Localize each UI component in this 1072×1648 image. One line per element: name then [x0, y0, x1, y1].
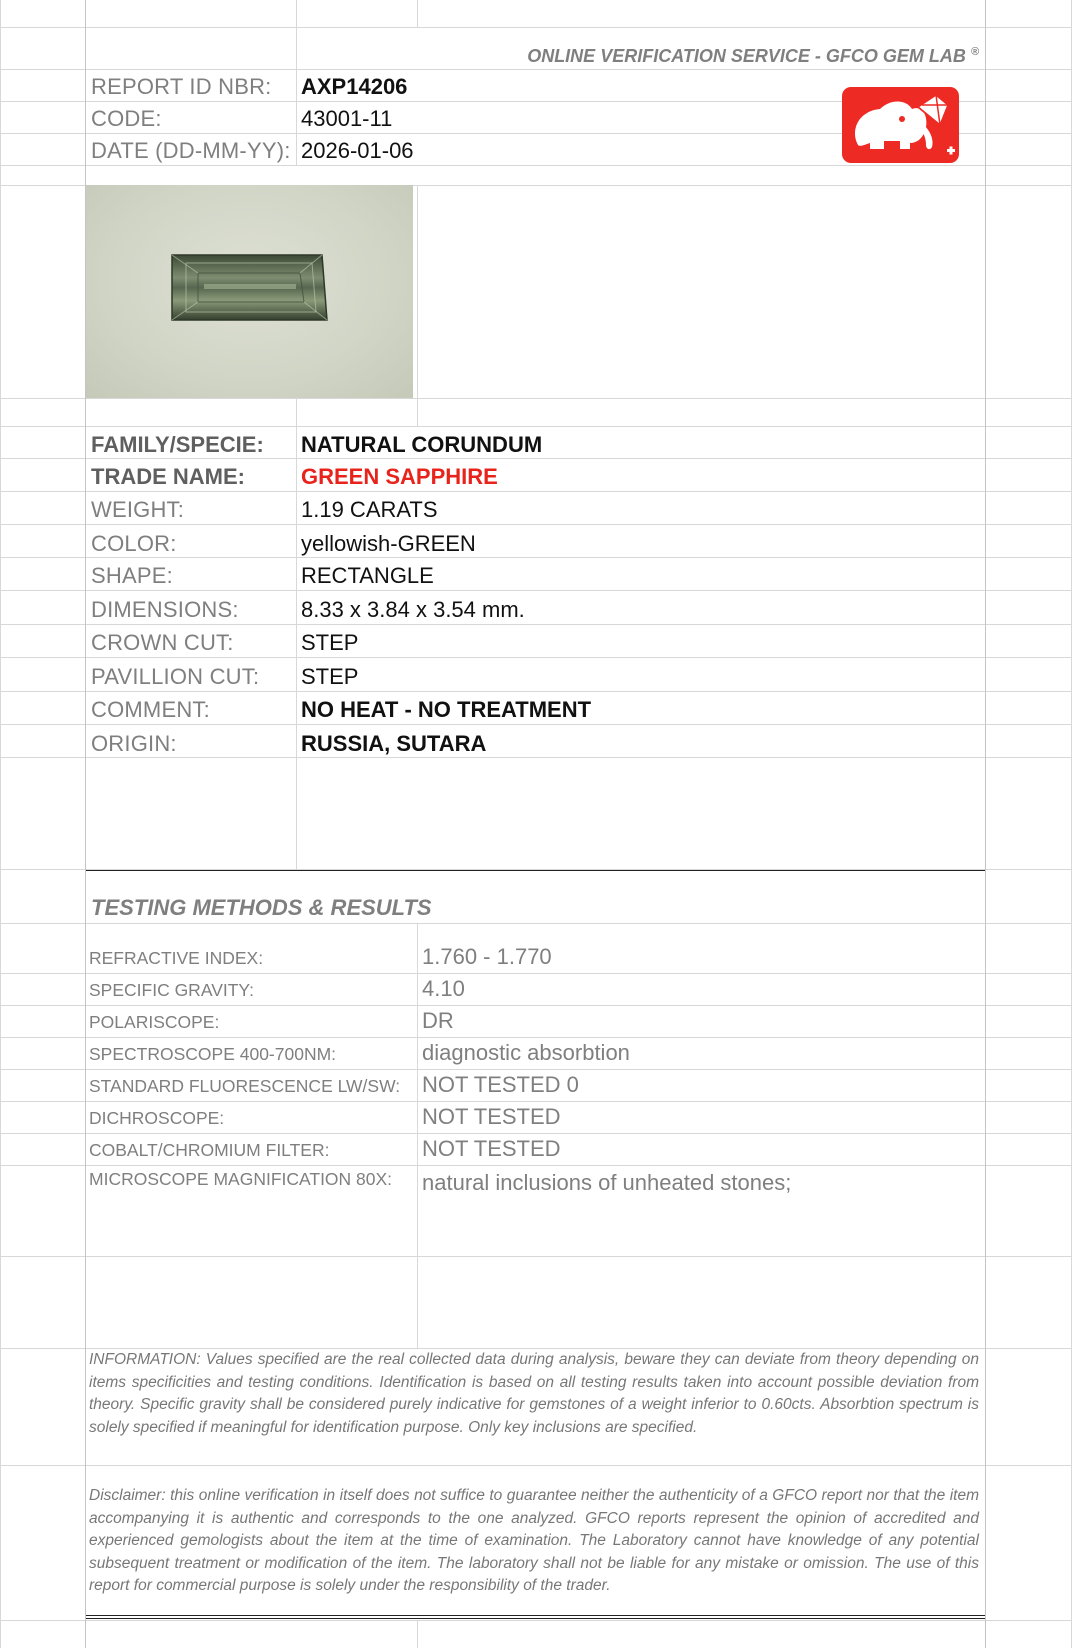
- detail-label-crown-cut: CROWN CUT:: [91, 630, 234, 655]
- grid-line: [417, 185, 418, 426]
- test-value-fluorescence: NOT TESTED 0: [422, 1072, 579, 1097]
- detail-value-shape: RECTANGLE: [301, 563, 434, 588]
- section-rule: [86, 870, 985, 871]
- code-label: CODE:: [91, 106, 162, 131]
- date-label: DATE (DD-MM-YY):: [91, 138, 291, 163]
- grid-line: [0, 491, 1072, 492]
- date-value: 2026-01-06: [301, 138, 414, 163]
- detail-value-trade-name: GREEN SAPPHIRE: [301, 464, 498, 489]
- test-label-cobalt-chromium-filter: COBALT/CHROMIUM FILTER:: [89, 1140, 330, 1160]
- detail-label-pavillion-cut: PAVILLION CUT:: [91, 664, 260, 689]
- grid-line: [296, 398, 297, 870]
- detail-label-trade-name: TRADE NAME:: [91, 464, 245, 489]
- grid-line: [0, 1037, 1072, 1038]
- grid-line: [985, 0, 986, 1648]
- section-rule: [86, 1618, 985, 1619]
- test-label-specific-gravity: SPECIFIC GRAVITY:: [89, 980, 254, 1000]
- grid-line: [0, 1005, 1072, 1006]
- detail-label-origin: ORIGIN:: [91, 731, 177, 756]
- detail-label-dimensions: DIMENSIONS:: [91, 597, 239, 622]
- gfco-elephant-logo-icon: [840, 85, 961, 165]
- grid-line: [0, 557, 1072, 558]
- service-title-text: ONLINE VERIFICATION SERVICE - GFCO GEM LAB: [527, 46, 966, 66]
- detail-label-color: COLOR:: [91, 531, 177, 556]
- registered-mark: ®: [970, 46, 979, 58]
- test-label-polariscope: POLARISCOPE:: [89, 1012, 220, 1032]
- grid-line: [0, 724, 1072, 725]
- test-label-dichroscope: DICHROSCOPE:: [89, 1108, 225, 1128]
- test-label-spectroscope: SPECTROSCOPE 400-700NM:: [89, 1044, 337, 1064]
- grid-line: [0, 757, 1072, 758]
- detail-label-shape: SHAPE:: [91, 563, 173, 588]
- testing-section-title: TESTING METHODS & RESULTS: [91, 895, 432, 920]
- information-paragraph: INFORMATION: Values specified are the real collected data during analysis, beware they can deviate from theory depending on items specificities and testing conditions. Identification is based on all testing results taken into account possible deviation from theory. Specific gravity shall be considered purely indicative for gemstones of a weight inferior to 0.60cts. Absorbtion spectrum is solely specified if meaningful for identification purpose. Only key inclusions are specified.: [89, 1351, 979, 1436]
- grid-line: [0, 691, 1072, 692]
- grid-line: [417, 923, 418, 1348]
- detail-value-comment: NO HEAT - NO TREATMENT: [301, 697, 592, 722]
- grid-line: [0, 1133, 1072, 1134]
- grid-line: [0, 1256, 1072, 1257]
- test-value-refractive-index: 1.760 - 1.770: [422, 944, 552, 969]
- disclaimer-paragraph: Disclaimer: this online verification in itself does not suffice to guarantee neither the authenticity of a GFCO report nor that the item accompanying it is authentic and corresponds to the one analyzed. GFCO reports represent the opinion of accredited and experienced gemologists about the item at the time of examination. The Laboratory cannot have knowledge of any potential subsequent treatment or modification of the item. The laboratory shall not be liable for any mistake or omission. The use of this report for commercial purpose is solely under the responsibility of the trader.: [89, 1487, 979, 1594]
- grid-line: [417, 0, 418, 27]
- grid-line: [0, 1620, 1072, 1621]
- test-value-microscope: natural inclusions of unheated stones;: [422, 1170, 792, 1195]
- detail-value-pavillion-cut: STEP: [301, 664, 359, 689]
- detail-value-weight: 1.19 CARATS: [301, 497, 438, 522]
- grid-line: [0, 165, 1072, 166]
- section-rule: [86, 1615, 985, 1616]
- detail-value-dimensions: 8.33 x 3.84 x 3.54 mm.: [301, 597, 525, 622]
- test-value-dichroscope: NOT TESTED: [422, 1104, 561, 1129]
- test-value-specific-gravity: 4.10: [422, 976, 465, 1001]
- test-value-cobalt-chromium-filter: NOT TESTED: [422, 1136, 561, 1161]
- detail-value-family: NATURAL CORUNDUM: [301, 432, 543, 457]
- grid-line: [0, 1165, 1072, 1166]
- grid-line: [0, 1069, 1072, 1070]
- test-label-fluorescence: STANDARD FLUORESCENCE LW/SW:: [89, 1076, 401, 1096]
- grid-line: [0, 1465, 1072, 1466]
- grid-line: [0, 0, 1, 1648]
- test-value-spectroscope: diagnostic absorbtion: [422, 1040, 630, 1065]
- grid-line: [0, 1101, 1072, 1102]
- detail-label-weight: WEIGHT:: [91, 497, 185, 522]
- grid-line: [0, 524, 1072, 525]
- grid-line: [0, 458, 1072, 459]
- report-id-value: AXP14206: [301, 74, 408, 99]
- grid-line: [0, 426, 1072, 427]
- test-label-refractive-index: REFRACTIVE INDEX:: [89, 948, 264, 968]
- grid-line: [0, 398, 1072, 399]
- grid-line: [0, 624, 1072, 625]
- detail-value-crown-cut: STEP: [301, 630, 359, 655]
- gemstone-photo: [86, 185, 413, 398]
- test-label-microscope: MICROSCOPE MAGNIFICATION 80X:: [89, 1169, 393, 1189]
- grid-line: [0, 69, 1072, 70]
- grid-line: [0, 27, 1072, 28]
- grid-line: [0, 657, 1072, 658]
- grid-line: [0, 923, 1072, 924]
- detail-value-origin: RUSSIA, SUTARA: [301, 731, 487, 756]
- detail-value-color: yellowish-GREEN: [301, 531, 476, 556]
- report-id-label: REPORT ID NBR:: [91, 74, 272, 99]
- service-title: [527, 47, 979, 65]
- detail-label-family: FAMILY/SPECIE:: [91, 432, 264, 457]
- grid-line: [296, 0, 297, 166]
- code-value: 43001-11: [301, 106, 393, 131]
- grid-line: [0, 973, 1072, 974]
- grid-line: [417, 1620, 418, 1648]
- detail-label-comment: COMMENT:: [91, 697, 210, 722]
- test-value-polariscope: DR: [422, 1008, 454, 1033]
- grid-line: [0, 590, 1072, 591]
